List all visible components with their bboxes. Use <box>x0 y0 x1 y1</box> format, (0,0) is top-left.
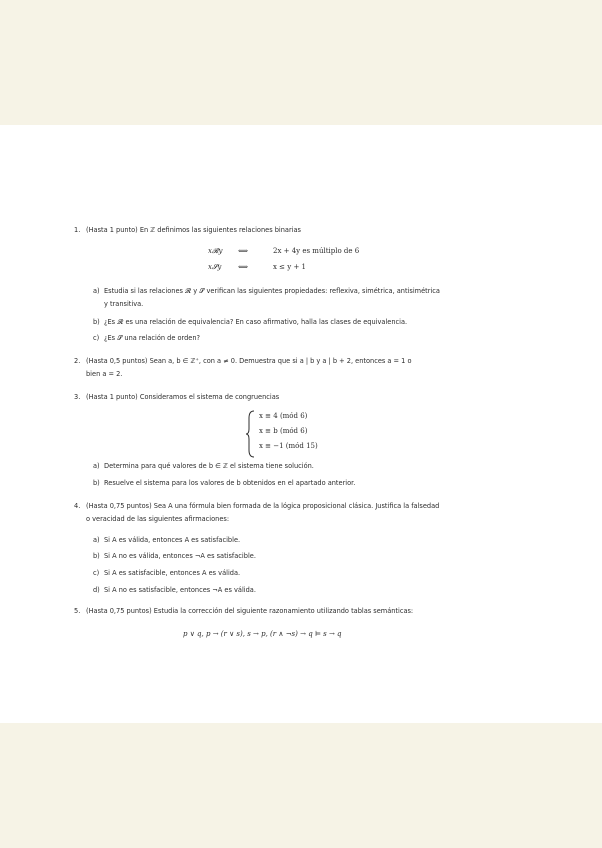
question-5-number: 5. <box>74 607 81 615</box>
question-1b-label: b) <box>93 318 100 326</box>
question-2-text-line1: (Hasta 0,5 puntos) Sean a, b ∈ ℤ⁺, con a ≠ 0. Demuestra que si a | b y a | b + 2, entonces a = 1 o <box>86 357 412 365</box>
question-3b-text: Resuelve el sistema para los valores de b obtenidos en el apartado anterior. <box>104 479 356 487</box>
question-1b-text: ¿Es 𝓡 es una relación de equivalencia? En caso afirmativo, halla las clases de equivalencia. <box>104 318 408 326</box>
question-1a-label: a) <box>93 287 100 295</box>
congruence-2: x ≡ b (mód 6) <box>259 427 308 435</box>
relation-s-iff: ⟺ <box>238 263 249 271</box>
question-4d-text: Si A no es satisfacible, entonces ¬A es válida. <box>104 586 256 594</box>
question-4b-label: b) <box>93 552 100 560</box>
relation-r-definition: 2x + 4y es múltiplo de 6 <box>273 247 360 255</box>
question-1c-label: c) <box>93 334 100 342</box>
relation-r-iff: ⟺ <box>238 247 249 255</box>
question-4-text-line2: o veracidad de las siguientes afirmaciones: <box>86 515 230 523</box>
question-5-intro: (Hasta 0,75 puntos) Estudia la corrección del siguiente razonamiento utilizando tablas semánticas: <box>86 607 414 615</box>
relation-r-left: x𝓡y <box>208 247 223 255</box>
congruence-3: x ≡ −1 (mód 15) <box>259 442 318 450</box>
question-5-formula: p ∨ q, p → (r ∨ s), s → p, (r ∧ ¬s) → q ⊨ s → q <box>183 630 342 638</box>
question-3-intro: (Hasta 1 punto) Consideramos el sistema de congruencias <box>86 393 280 401</box>
question-1-intro: (Hasta 1 punto) En ℤ definimos las siguientes relaciones binarias <box>86 226 301 234</box>
question-3a-text: Determina para qué valores de b ∈ ℤ el sistema tiene solución. <box>104 462 314 470</box>
question-3b-label: b) <box>93 479 100 487</box>
question-4a-label: a) <box>93 536 100 544</box>
system-brace <box>246 410 256 458</box>
question-4d-label: d) <box>93 586 100 594</box>
exam-page <box>0 125 602 723</box>
question-4-text-line1: (Hasta 0,75 puntos) Sea A una fórmula bien formada de la lógica proposicional clásica. Justifica la falsedad <box>86 502 440 510</box>
question-3a-label: a) <box>93 462 100 470</box>
question-1a-text-line2: y transitiva. <box>104 300 144 308</box>
question-4c-label: c) <box>93 569 100 577</box>
relation-s-definition: x ≤ y + 1 <box>273 263 306 271</box>
question-1c-text: ¿Es 𝓢 una relación de orden? <box>104 334 201 342</box>
question-3-number: 3. <box>74 393 81 401</box>
congruence-1: x ≡ 4 (mód 6) <box>259 412 308 420</box>
question-2-number: 2. <box>74 357 81 365</box>
question-4a-text: Si A es válida, entonces A es satisfacible. <box>104 536 241 544</box>
question-1a-text-line1: Estudia si las relaciones 𝓡 y 𝓢 verifican las siguientes propiedades: reflexiva, simétrica, antisimétrica <box>104 287 440 295</box>
question-1-number: 1. <box>74 226 81 234</box>
relation-s-left: x𝓢y <box>208 263 222 271</box>
question-4-number: 4. <box>74 502 81 510</box>
question-4b-text: Si A no es válida, entonces ¬A es satisfacible. <box>104 552 256 560</box>
question-4c-text: Si A es satisfacible, entonces A es válida. <box>104 569 241 577</box>
question-2-text-line2: bien a = 2. <box>86 370 123 378</box>
